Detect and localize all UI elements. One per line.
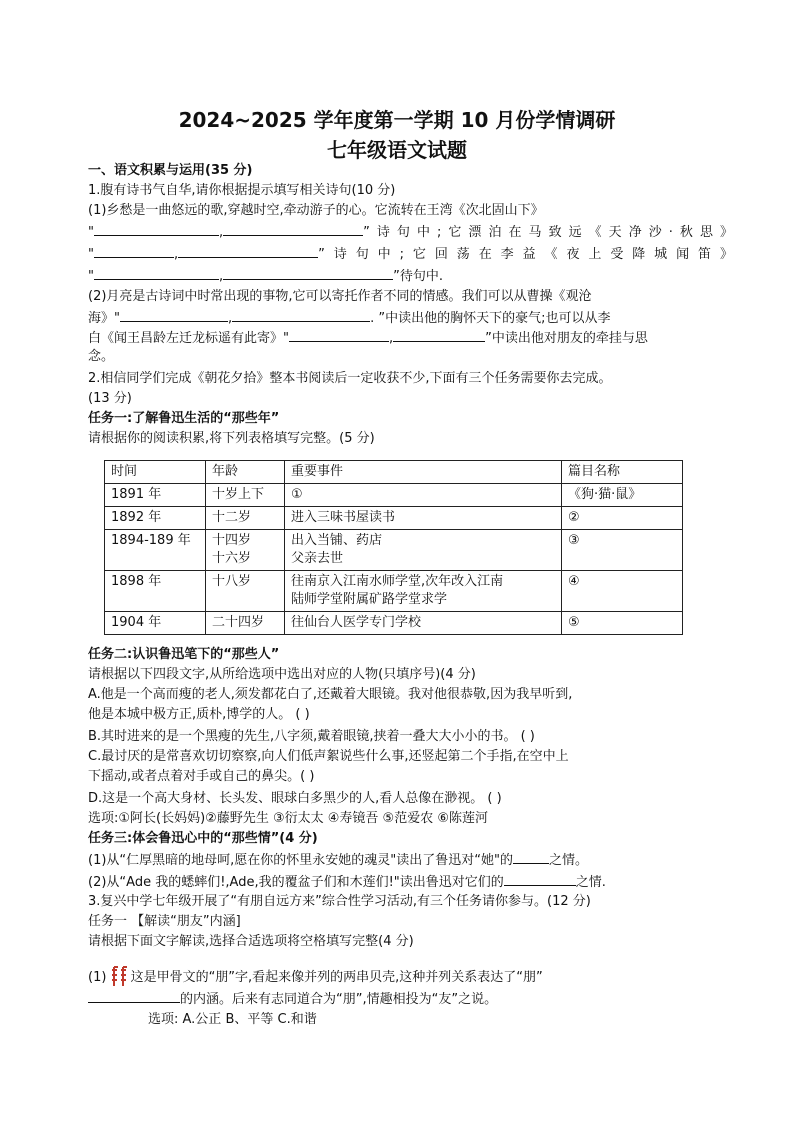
comma: , (388, 331, 394, 346)
item-number: (1) (88, 970, 107, 985)
line-head: 海》" (88, 311, 120, 326)
item-tail: 的内涵。后来有志同道合为“朋”,情趣相投为“友”之说。 (180, 992, 498, 1007)
line-tail: . ”中读出他的胸怀天下的豪气;也可以从李 (370, 311, 611, 326)
choice-list: 选项:①阿长(长妈妈)②藤野先生 ③衍太太 ④寿镜吾 ⑤范爱农 ⑥陈莲河 (88, 811, 488, 826)
option-a-line-1: A.他是一个高而瘦的老人,须发都花白了,还戴着大眼镜。我对他很恭敬,因为我早听到, (88, 687, 573, 702)
table-row (105, 612, 683, 635)
item-tail: 之情. (575, 875, 606, 890)
question-1-1-line-1 (88, 222, 733, 242)
table-cell: 二十四岁 (206, 612, 285, 635)
table-cell: 《狗·猫·鼠》 (562, 484, 683, 507)
answer-blank[interactable] (178, 244, 318, 258)
task-1-heading: 任务一:了解鲁迅生活的“那些年” (88, 411, 280, 426)
quote-open: " (88, 269, 94, 284)
table-cell: 1898 年 (105, 571, 206, 612)
answer-blank[interactable] (504, 872, 576, 886)
task-3-heading: 任务三:体会鲁迅心中的“那些情”(4 分) (88, 831, 318, 846)
answer-blank[interactable] (120, 308, 228, 322)
oracle-bone-peng-icon (111, 965, 129, 987)
comma: , (218, 225, 224, 240)
task-2-desc: 请根据以下四段文字,从所给选项中选出对应的人物(只填序号)(4 分) (88, 667, 476, 682)
option-b: B.其时进来的是一个黑瘦的先生,八字须,戴着眼镜,挟着一叠大大小小的书。 ( ) (88, 729, 535, 744)
table-cell: 出入当铺、药店 父亲去世 (285, 530, 562, 571)
line-tail: ”诗句中;它漂泊在马致远《天净沙·秋思》 (363, 225, 733, 240)
table-cell-answer[interactable]: ① (285, 484, 562, 507)
answer-blank[interactable] (88, 989, 180, 1003)
quote-open: " (88, 247, 94, 262)
table-cell: 1892 年 (105, 507, 206, 530)
table-cell-answer[interactable]: ③ (562, 530, 683, 571)
question-1-2-line-4: 念。 (88, 349, 115, 364)
table-header: 时间 (105, 461, 206, 484)
question-1-2-line-1: (2)月亮是古诗词中时常出现的事物,它可以寄托作者不同的情感。我们可以从曹操《观沧 (88, 289, 592, 304)
table-cell-answer[interactable]: ④ (562, 571, 683, 612)
answer-blank[interactable] (393, 328, 485, 342)
table-cell: 十八岁 (206, 571, 285, 612)
answer-blank[interactable] (94, 266, 219, 280)
table-cell-answer[interactable]: ⑤ (562, 612, 683, 635)
answer-blank[interactable] (223, 266, 393, 280)
comma: , (227, 311, 233, 326)
table-cell: 十二岁 (206, 507, 285, 530)
line-head: 白《闻王昌龄左迁龙标遥有此寄》" (88, 331, 289, 346)
task-3-item-1 (88, 850, 733, 870)
question-3-options: 选项: A.公正 B、平等 C.和谐 (148, 1012, 317, 1027)
table-cell: 进入三味书屋读书 (285, 507, 562, 530)
exam-subtitle: 七年级语文试题 (327, 138, 467, 162)
timeline-table (104, 460, 683, 635)
section-heading: 一、语文积累与运用(35 分) (88, 163, 253, 178)
item-tail: 之情。 (548, 853, 588, 868)
question-3-task-1-desc: 请根据下面文字解读,选择合适选项将空格填写完整(4 分) (88, 934, 414, 949)
table-row (105, 571, 683, 612)
table-cell: 1891 年 (105, 484, 206, 507)
table-cell: 往仙台人医学专门学校 (285, 612, 562, 635)
question-1-1-intro: (1)乡愁是一曲悠远的歌,穿越时空,牵动游子的心。它流转在王湾《次北固山下》 (88, 203, 544, 218)
table-header: 年龄 (206, 461, 285, 484)
exam-title: 2024~2025 学年度第一学期 10 月份学情调研 (178, 108, 616, 132)
answer-blank[interactable] (94, 244, 174, 258)
comma: , (218, 269, 224, 284)
question-2: 2.相信同学们完成《朝花夕拾》整本书阅读后一定收获不少,下面有三个任务需要你去完成。 (88, 371, 612, 386)
line-tail: ”待句中. (393, 269, 443, 284)
table-header: 篇目名称 (562, 461, 683, 484)
answer-blank[interactable] (94, 222, 219, 236)
table-cell: 十岁上下 (206, 484, 285, 507)
option-c-line-2: 下摇动,或者点着对手或自己的鼻尖。( ) (88, 769, 315, 784)
comma: , (173, 247, 179, 262)
option-a-line-2: 他是本城中极方正,质朴,博学的人。 ( ) (88, 707, 310, 722)
question-1: 1.腹有诗书气自华,请你根据提示填写相关诗句(10 分) (88, 183, 396, 198)
item-text: (2)从“Ade 我的蟋蟀们!,Ade,我的覆盆子们和木莲们!"读出鲁迅对它们的 (88, 875, 504, 890)
table-row (105, 530, 683, 571)
table-header: 重要事件 (285, 461, 562, 484)
line-tail: ”诗句中;它回荡在李益《夜上受降城闻笛》 (318, 247, 733, 262)
question-1-1-line-3 (88, 266, 733, 286)
answer-blank[interactable] (289, 328, 389, 342)
table-cell: 1894-189 年 (105, 530, 206, 571)
answer-blank[interactable] (513, 850, 549, 864)
table-header-row (105, 461, 683, 484)
question-1-1-line-2 (88, 244, 733, 264)
answer-blank[interactable] (232, 308, 370, 322)
item-text: (1)从“仁厚黑暗的地母呵,愿在你的怀里永安她的魂灵"读出了鲁迅对“她"的 (88, 853, 513, 868)
table-cell: 十四岁 十六岁 (206, 530, 285, 571)
table-cell-answer[interactable]: ② (562, 507, 683, 530)
table-cell: 往南京入江南水师学堂,次年改入江南 陆师学堂附属矿路学堂求学 (285, 571, 562, 612)
question-3-item-1-cont (88, 989, 733, 1009)
question-3-item-1 (88, 965, 733, 987)
question-3: 3.复兴中学七年级开展了“有朋自远方来”综合性学习活动,有三个任务请你参与。(12 分) (88, 894, 591, 909)
task-3-item-2 (88, 872, 733, 892)
question-3-task-1: 任务一 【解读“朋友”内涵] (88, 914, 241, 929)
option-d: D.这是一个高大身材、长头发、眼球白多黑少的人,看人总像在渺视。 ( ) (88, 791, 502, 806)
question-1-2-line-3 (88, 328, 733, 348)
line-tail: ”中读出他对朋友的牵挂与思 (485, 331, 648, 346)
question-1-2-line-2 (88, 308, 733, 328)
task-2-heading: 任务二:认识鲁迅笔下的“那些人” (88, 647, 280, 662)
table-row (105, 484, 683, 507)
task-1-desc: 请根据你的阅读积累,将下列表格填写完整。(5 分) (88, 431, 375, 446)
quote-open: " (88, 225, 94, 240)
answer-blank[interactable] (223, 222, 363, 236)
item-text: 这是甲骨文的“朋”字,看起来像并列的两串贝壳,这种并列关系表达了“朋” (130, 970, 543, 985)
option-c-line-1: C.最讨厌的是常喜欢切切察察,向人们低声絮说些什么事,还竖起第二个手指,在空中上 (88, 749, 569, 764)
table-row (105, 507, 683, 530)
table-cell: 1904 年 (105, 612, 206, 635)
question-2-score: (13 分) (88, 391, 132, 406)
